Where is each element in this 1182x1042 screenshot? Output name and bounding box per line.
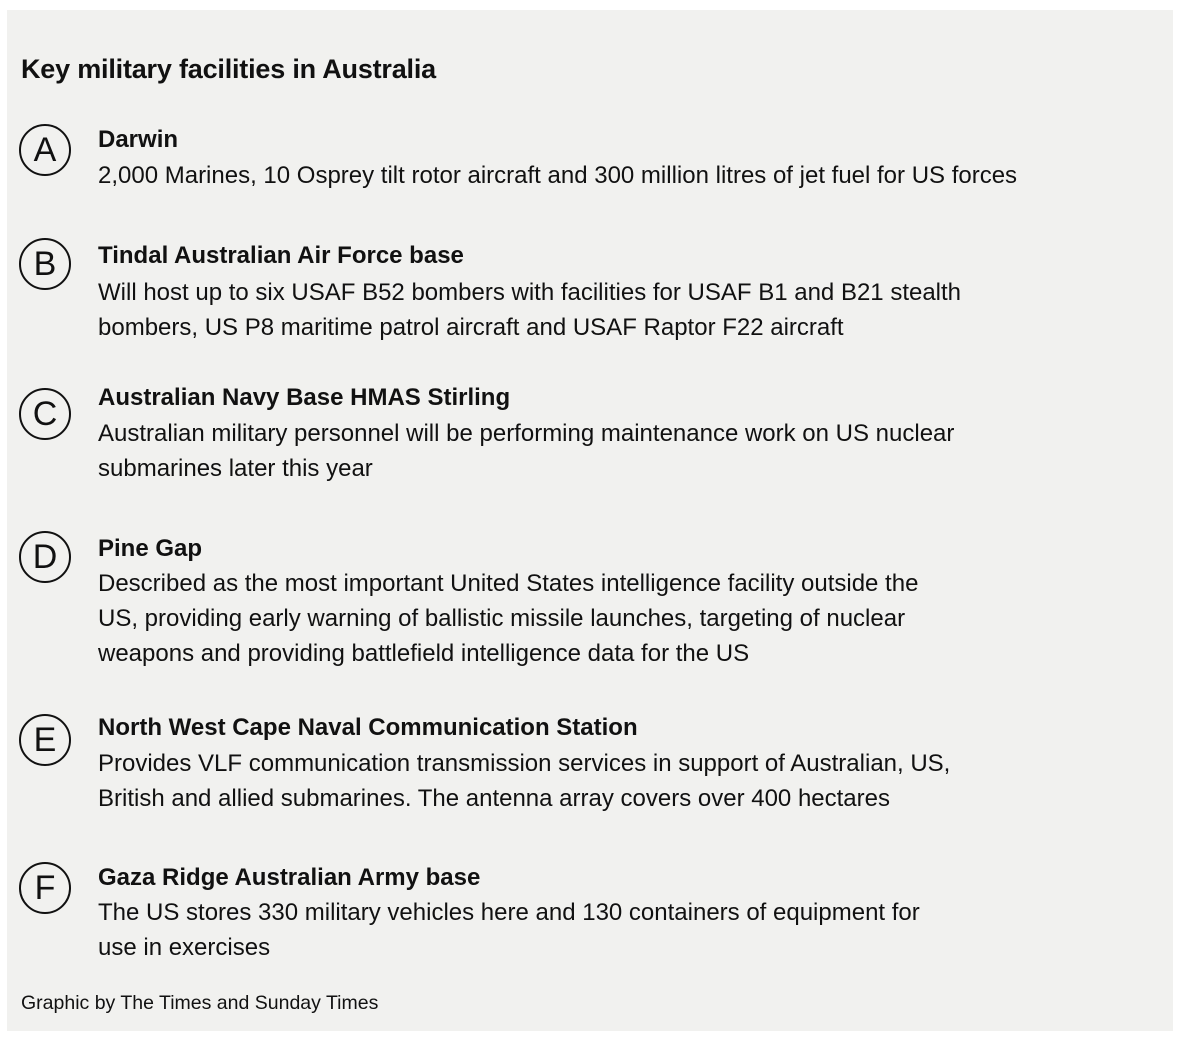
facility-letter-badge: F xyxy=(19,862,71,914)
facility-name: Darwin xyxy=(98,126,179,153)
facility-description-line: use in exercises xyxy=(98,934,271,961)
facility-description-line: weapons and providing battlefield intelligence data for the US xyxy=(98,640,750,667)
facility-name: Australian Navy Base HMAS Stirling xyxy=(98,384,511,411)
facility-name: North West Cape Naval Communication Station xyxy=(98,714,638,741)
facility-name: Pine Gap xyxy=(98,535,203,562)
facility-description-line: British and allied submarines. The antenna array covers over 400 hectares xyxy=(98,785,890,812)
facility-description-line: bombers, US P8 maritime patrol aircraft and USAF Raptor F22 aircraft xyxy=(98,314,844,341)
facility-description-line: Will host up to six USAF B52 bombers with facilities for USAF B1 and B21 stealth xyxy=(98,279,962,306)
facility-letter-badge: C xyxy=(19,388,71,440)
facility-description-line: US, providing early warning of ballistic missile launches, targeting of nuclear xyxy=(98,605,906,632)
graphic-credit: Graphic by The Times and Sunday Times xyxy=(21,992,379,1014)
facility-description-line: submarines later this year xyxy=(98,455,373,482)
facility-description-line: Australian military personnel will be performing maintenance work on US nuclear xyxy=(98,420,955,447)
facility-name: Gaza Ridge Australian Army base xyxy=(98,864,481,891)
facility-letter-badge: B xyxy=(19,238,71,290)
facility-letter-badge: D xyxy=(19,531,71,583)
facility-description-line: 2,000 Marines, 10 Osprey tilt rotor aircraft and 300 million litres of jet fuel for US forces xyxy=(98,162,1018,189)
facility-letter-badge: A xyxy=(19,124,71,176)
facility-description-line: Provides VLF communication transmission services in support of Australian, US, xyxy=(98,750,951,777)
graphic-title: Key military facilities in Australia xyxy=(21,54,436,84)
facility-description-line: The US stores 330 military vehicles here and 130 containers of equipment for xyxy=(98,899,920,926)
graphic-panel xyxy=(7,10,1173,1031)
facility-name: Tindal Australian Air Force base xyxy=(98,242,464,269)
facility-letter-badge: E xyxy=(19,714,71,766)
facility-description-line: Described as the most important United States intelligence facility outside the xyxy=(98,570,919,597)
